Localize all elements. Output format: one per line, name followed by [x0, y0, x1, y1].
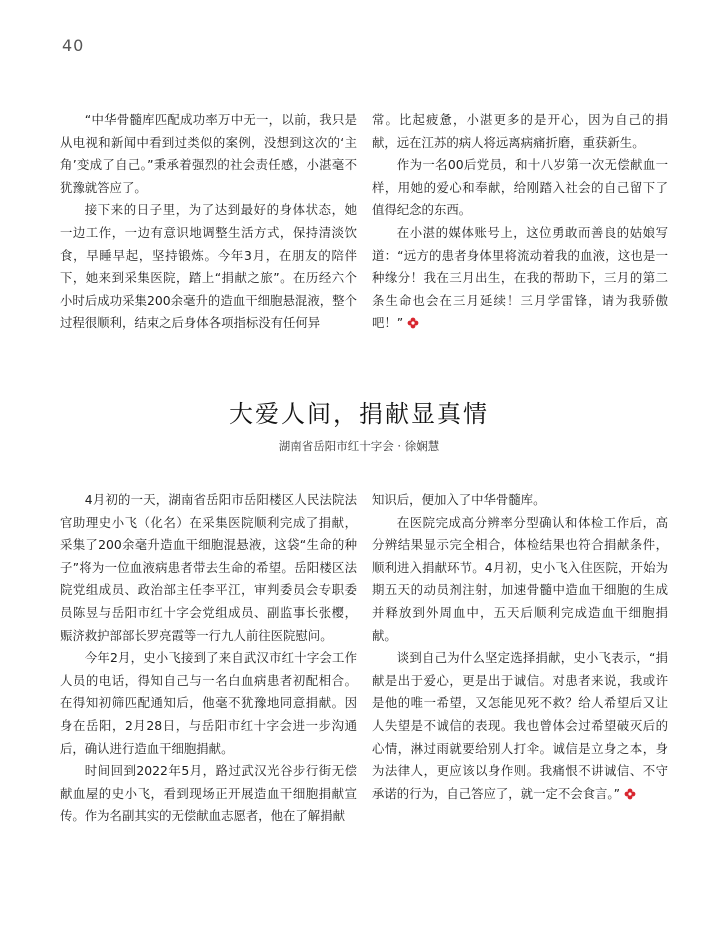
paragraph: 在医院完成高分辨率分型确认和体检工作后，高分辨结果显示完全相合，体检结果也符合捐献条件，顺利进入捐献环节。4月初，史小飞入住医院，开始为期五天的动员剂注射，加速骨髓中造血干细胞的生成并释放到外周血中，五天后顺利完成造血干细胞捐献。 — [372, 514, 668, 643]
paragraph: “中华骨髓库匹配成功率万中无一，以前，我只是从电视和新闻中看到过类似的案例，没想到这次的‘主角’变成了自己。”秉承着强烈的社会责任感，小湛毫不犹豫就答应了。 — [60, 112, 357, 195]
paragraph-continued: 常。比起疲惫，小湛更多的是开心，因为自己的捐献，远在江苏的病人将远离病痛折磨，重获新生。 — [372, 112, 668, 150]
paragraph: 今年2月，史小飞接到了来自武汉市红十字会工作人员的电话，得知自己与一名白血病患者初配相合。在得知初筛匹配通知后，他毫不犹豫地同意捐献。因身在岳阳，2月28日，与岳阳市红十字会进一步沟通后，确认进行造血干细胞捐献。 — [60, 650, 357, 756]
paragraph-text: 在小湛的媒体账号上，这位勇敢而善良的姑娘写道：“远方的患者身体里将流动着我的血液，这也是一种缘分！我在三月出生，在我的帮助下，三月的第二条生命也会在三月延续！三月学雷锋，请为我骄傲吧！” — [372, 224, 668, 331]
paragraph: 时间回到2022年5月，路过武汉光谷步行街无偿献血屋的史小飞，看到现场正开展造血干细胞捐献宣传。作为名副其实的无偿献血志愿者，他在了解捐献 — [60, 763, 357, 824]
article2-left-column — [60, 489, 357, 828]
paragraph: 接下来的日子里，为了达到最好的身体状态，她一边工作，一边有意识地调整生活方式，保持清淡饮食，早睡早起，坚持锻炼。今年3月，在朋友的陪伴下，她来到采集医院，踏上“捐献之旅”。在历经六个小时后成功采集200余毫升的造血干细胞悬混液，整个过程很顺利，结束之后身体各项指标没有任何异 — [60, 202, 357, 331]
article-title: 大爱人间，捐献显真情 — [229, 400, 489, 428]
article-byline: 湖南省岳阳市红十字会 · 徐娴慧 — [278, 439, 440, 453]
paragraph-last — [372, 222, 668, 335]
article1-right-column — [372, 109, 668, 335]
paragraph: 作为一名00后党员，和十八岁第一次无偿献血一样，用她的爱心和奉献，给刚踏入社会的自己留下了值得纪念的东西。 — [372, 157, 668, 218]
paragraph-text: 谈到自己为什么坚定选择捐献，史小飞表示，“捐献是出于爱心，更是出于诚信。对患者来说，我或许是他的唯一希望，又怎能见死不救？给人希望后又让人失望是不诚信的表现。我也曾体会过希望破灭后的心情，淋过雨就要给别人打伞。诚信是立身之本，身为法律人，更应该以身作则。我痛恨不讲诚信、不守承诺的行为，自己答应了，就一定不会食言。” — [372, 650, 668, 801]
page-number: 40 — [62, 36, 85, 55]
paragraph-last — [372, 647, 668, 805]
paragraph-continued: 知识后，便加入了中华骨髓库。 — [372, 492, 546, 507]
end-mark-icon — [624, 788, 636, 800]
end-mark-icon — [407, 317, 419, 329]
paragraph: 4月初的一天，湖南省岳阳市岳阳楼区人民法院法官助理史小飞（化名）在采集医院顺利完成了捐献，采集了200余毫升造血干细胞混悬液，这袋“生命的种子”将为一位血液病患者带去生命的希望。岳阳楼区法院党组成员、政治部主任李平江，审判委员会专职委员陈昱与岳阳市红十字会党组成员、副监事长张樱，赈济救护部部长罗亮霞等一行九人前往医院慰问。 — [60, 492, 357, 643]
article2-right-column — [372, 489, 668, 805]
article1-left-column — [60, 109, 357, 335]
